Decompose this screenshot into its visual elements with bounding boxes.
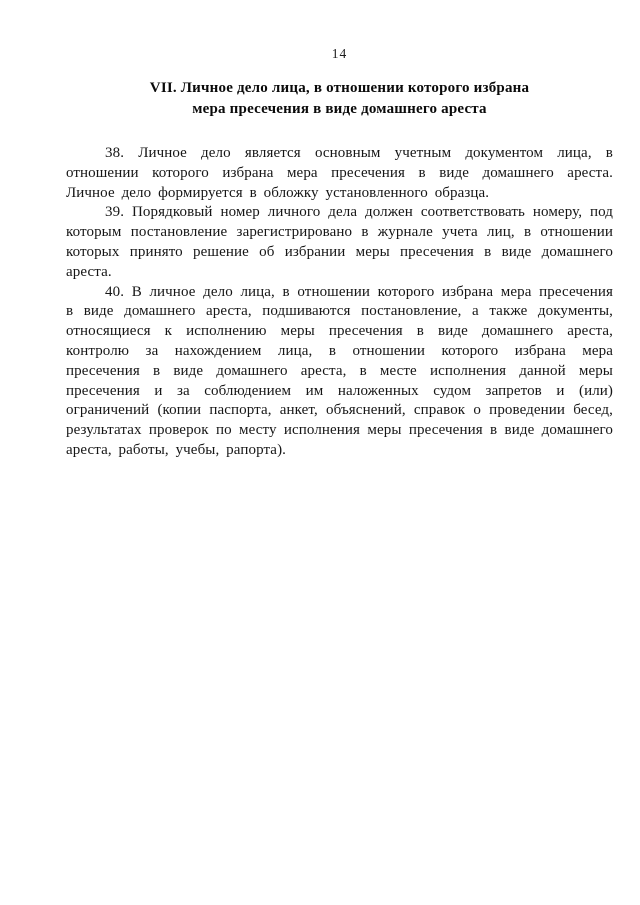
section-heading-line-2: мера пресечения в виде домашнего ареста: [192, 101, 487, 117]
page-number: 14: [331, 46, 348, 61]
paragraph-40: 40. В личное дело лица, в отношении которого избрана мера пресечения в виде домашнего ареста, подшиваются постановление, а также документы, относящиеся к исполнению меры пресечения в виде домашнего ареста, контролю за нахождением лица, в отношении которого избрана мера пресечения в виде домашнего ареста, в месте исполнения данной меры пресечения и за соблюдением им наложенных судом запретов и (или) ограничений (копии паспорта, анкет, объяснений, справок о проведении бесед, результатах проверок по месту исполнения меры пресечения в виде домашнего ареста, работы, учебы, рапорта).: [66, 283, 613, 458]
document-body: [66, 144, 613, 461]
page-content: [66, 46, 613, 461]
section-heading: [66, 78, 613, 120]
paragraph-39: 39. Порядковый номер личного дела должен соответствовать номеру, под которым постановление зарегистрировано в журнале учета лиц, в отношении которых принято решение об избрании меры пресечения в виде домашнего ареста.: [66, 204, 613, 280]
paragraph-38: 38. Личное дело является основным учетным документом лица, в отношении которого избрана мера пресечения в виде домашнего ареста. Личное дело формируется в обложку установленного образца.: [66, 145, 613, 201]
section-heading-line-1: VII. Личное дело лица, в отношении которого избрана: [149, 80, 530, 96]
